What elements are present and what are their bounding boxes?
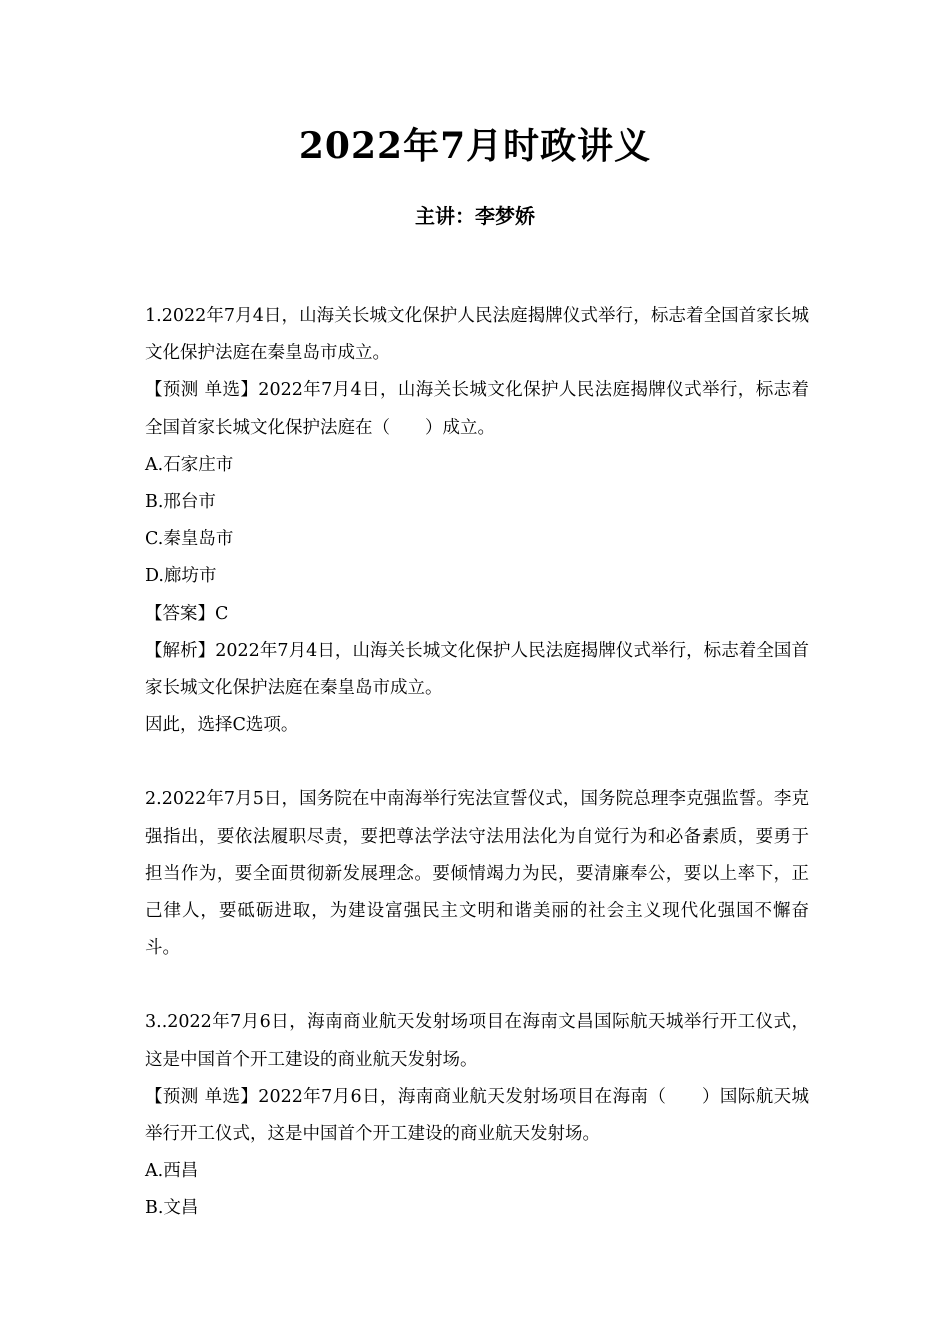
item-1	[145, 298, 809, 744]
news-paragraph: 2.2022年7月5日，国务院在中南海举行宪法宣誓仪式，国务院总理李克强监誓。李克强指出，要依法履职尽责，要把尊法学法守法用法化为自觉行为和必备素质，要勇于担当作为，要全面贯彻新发展理念。要倾情竭力为民，要清廉奉公，要以上率下，正己律人，要砥砺进取，为建设富强民主文明和谐美丽的社会主义现代化强国不懈奋斗。	[145, 789, 809, 959]
document-title: 2022年7月时政讲义	[298, 125, 652, 167]
lecturer-line: 主讲：李梦娇	[415, 204, 535, 228]
item-2	[145, 781, 809, 967]
option-a: A.西昌	[145, 1161, 199, 1182]
question-stem: 【预测 单选】2022年7月4日，山海关长城文化保护人民法庭揭牌仪式举行，标志着全国首家长城文化保护法庭在（ ）成立。	[145, 380, 809, 438]
news-paragraph: 3..2022年7月6日，海南商业航天发射场项目在海南文昌国际航天城举行开工仪式，这是中国首个开工建设的商业航天发射场。	[145, 1012, 809, 1070]
option-b: B.文昌	[145, 1198, 199, 1219]
option-d: D.廊坊市	[145, 566, 217, 587]
conclusion-line: 因此，选择C选项。	[145, 715, 299, 736]
answer-line: 【答案】C	[145, 603, 229, 624]
option-a: A.石家庄市	[145, 454, 234, 475]
question-stem: 【预测 单选】2022年7月6日，海南商业航天发射场项目在海南（ ）国际航天城举行开工仪式，这是中国首个开工建设的商业航天发射场。	[145, 1086, 809, 1145]
news-paragraph: 1.2022年7月4日，山海关长城文化保护人民法庭揭牌仪式举行，标志着全国首家长城文化保护法庭在秦皇岛市成立。	[145, 306, 809, 364]
option-b: B.邢台市	[145, 492, 216, 513]
option-c: C.秦皇岛市	[145, 529, 234, 550]
analysis-paragraph: 【解析】2022年7月4日，山海关长城文化保护人民法庭揭牌仪式举行，标志着全国首家长城文化保护法庭在秦皇岛市成立。	[145, 640, 809, 699]
document-body	[145, 298, 809, 1265]
item-3	[145, 1004, 809, 1227]
